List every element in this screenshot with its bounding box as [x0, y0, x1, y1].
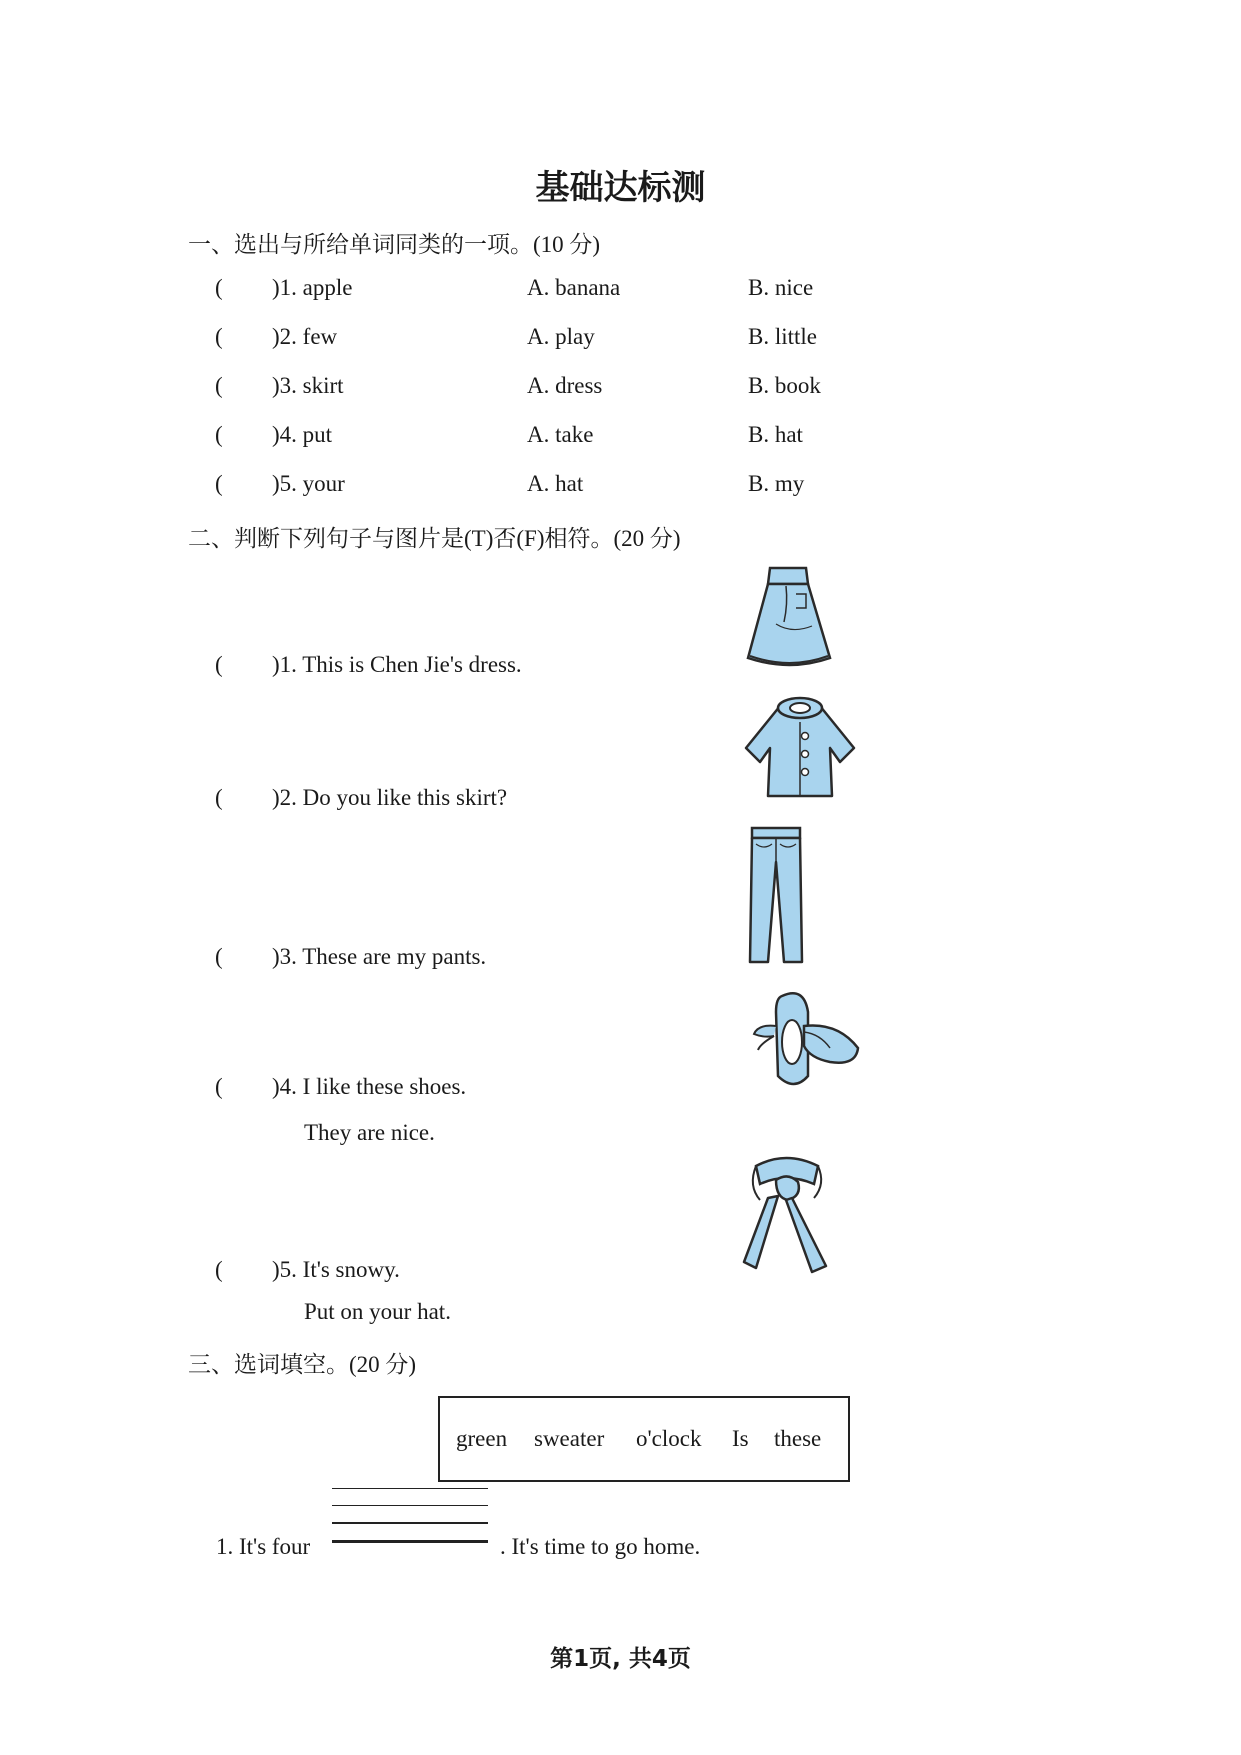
scarf-icon: [742, 1150, 832, 1274]
answer-blank[interactable]: (: [215, 373, 223, 398]
option-b: B. hat: [748, 422, 803, 447]
statement: )3. These are my pants.: [272, 944, 487, 969]
word-bank-item: sweater: [534, 1426, 605, 1451]
option-a: A. play: [527, 324, 595, 349]
question-word: )3. skirt: [272, 373, 344, 398]
page-title: 基础达标测: [535, 168, 706, 208]
word-bank-item: green: [456, 1426, 508, 1451]
answer-blank[interactable]: (: [215, 1074, 223, 1099]
question-word: )2. few: [272, 324, 338, 349]
question-word: )5. your: [272, 471, 345, 496]
option-a: A. dress: [527, 373, 603, 398]
answer-blank[interactable]: (: [215, 1257, 223, 1282]
answer-blank[interactable]: (: [215, 324, 223, 349]
option-a: A. take: [527, 422, 594, 447]
word-bank-item: these: [774, 1426, 822, 1451]
option-a: A. hat: [527, 471, 584, 496]
word-bank-item: Is: [732, 1426, 749, 1451]
answer-blank[interactable]: (: [215, 652, 223, 677]
coat-icon: [742, 692, 858, 800]
question-word: )4. put: [272, 422, 333, 447]
statement: )5. It's snowy.: [272, 1257, 400, 1282]
section3-heading: 三、选词填空。(20 分): [188, 1352, 417, 1377]
statement: )1. This is Chen Jie's dress.: [272, 652, 522, 677]
answer-blank[interactable]: (: [215, 471, 223, 496]
shoes-icon: [746, 986, 862, 1090]
answer-blank[interactable]: (: [215, 785, 223, 810]
option-b: B. book: [748, 373, 821, 398]
skirt-icon: [742, 564, 838, 670]
page-number: 第1页, 共4页: [550, 1646, 691, 1672]
answer-blank[interactable]: (: [215, 944, 223, 969]
word-bank: [438, 1396, 850, 1482]
statement: )4. I like these shoes.: [272, 1074, 467, 1099]
fill-question-1: 1. It's four: [216, 1534, 311, 1559]
option-a: A. banana: [527, 275, 621, 300]
answer-blank[interactable]: (: [215, 275, 223, 300]
word-bank-item: o'clock: [636, 1426, 702, 1451]
fill-question-1-tail: . It's time to go home.: [500, 1534, 701, 1559]
section1-heading: 一、选出与所给单词同类的一项。(10 分): [188, 232, 601, 257]
statement-line2: Put on your hat.: [304, 1299, 451, 1324]
statement-line2: They are nice.: [304, 1120, 435, 1145]
option-b: B. my: [748, 471, 805, 496]
statement: )2. Do you like this skirt?: [272, 785, 508, 810]
section2-heading: 二、判断下列句子与图片是(T)否(F)相符。(20 分): [188, 526, 681, 551]
pants-icon: [748, 826, 804, 966]
question-word: )1. apple: [272, 275, 353, 300]
answer-blank[interactable]: (: [215, 422, 223, 447]
option-b: B. nice: [748, 275, 814, 300]
option-b: B. little: [748, 324, 817, 349]
